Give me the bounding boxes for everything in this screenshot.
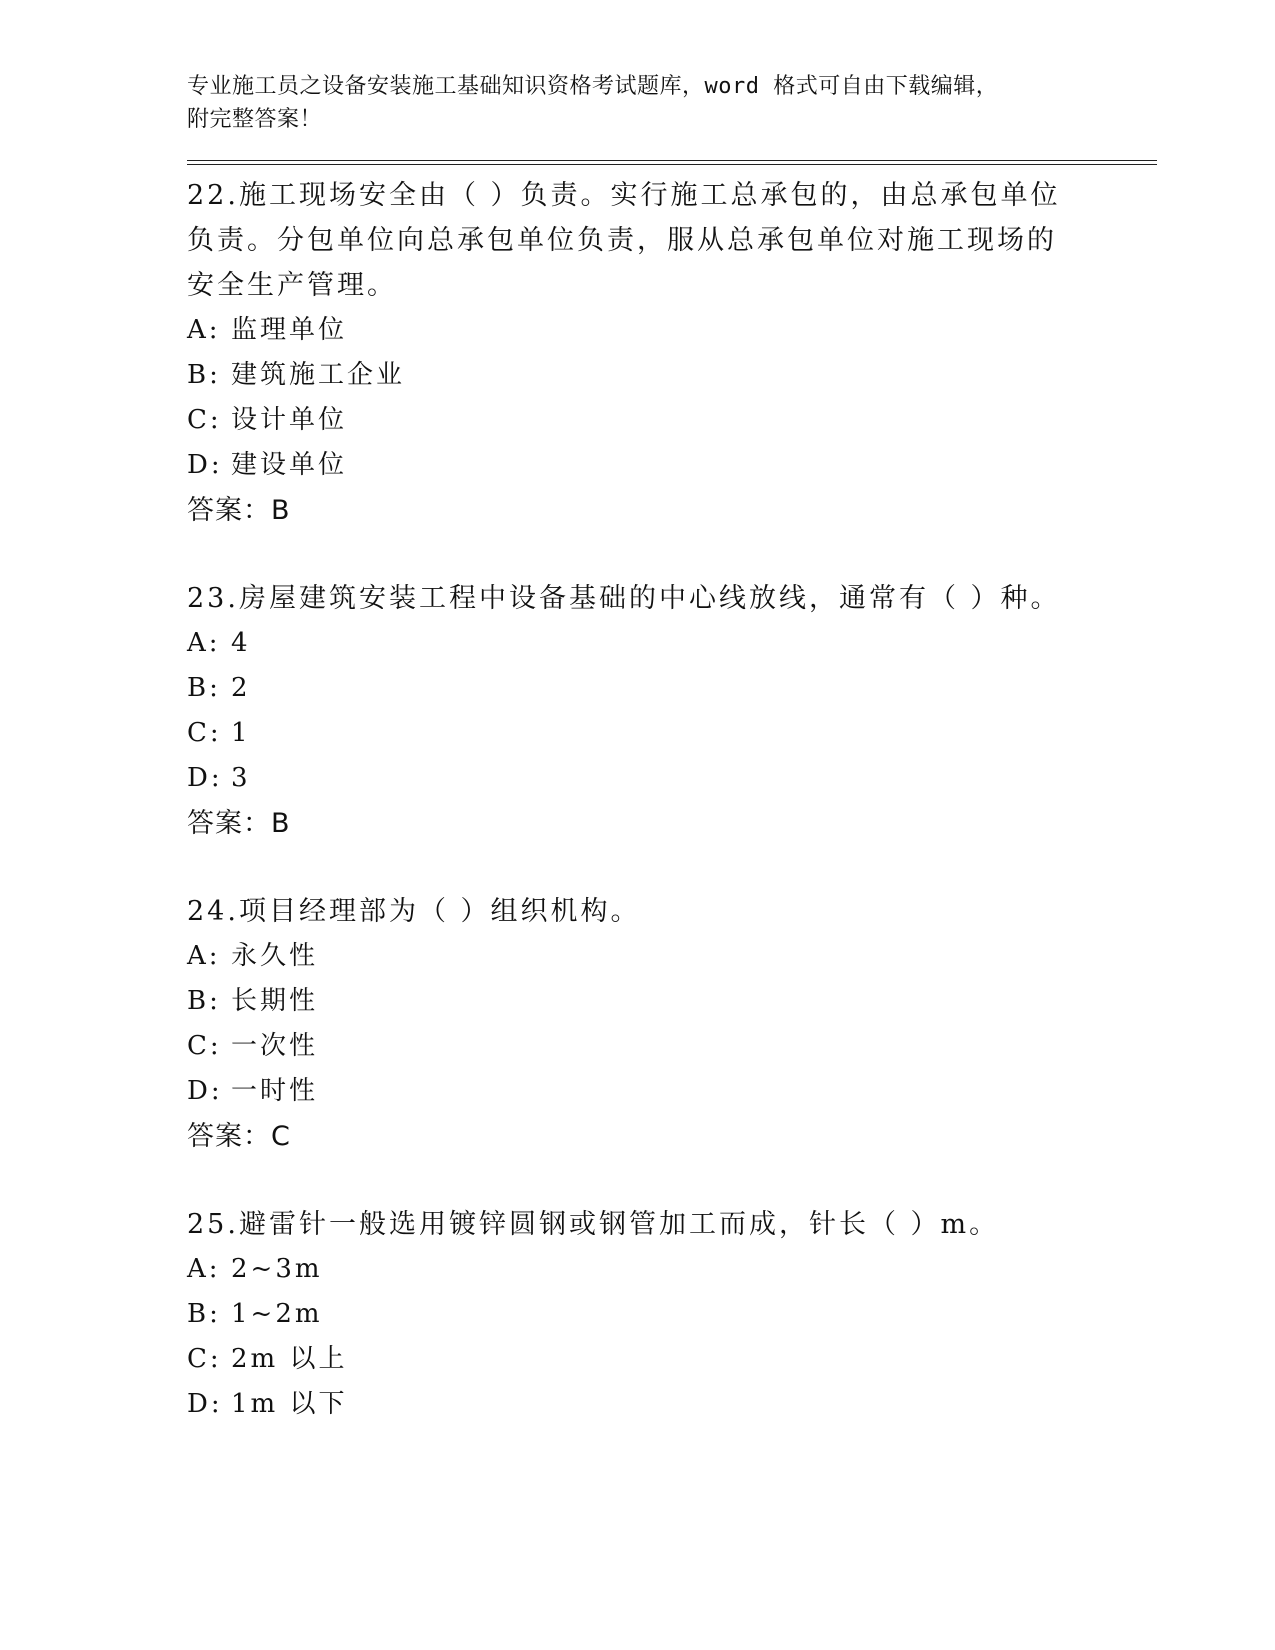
question-23: [187, 576, 1157, 846]
option-text: 1: [231, 718, 251, 748]
option-label: C:: [187, 405, 222, 435]
option-b: [187, 1292, 1157, 1337]
question-text: 25.避雷针一般选用镀锌圆钢或钢管加工而成，针长（ ）m。: [187, 1209, 1000, 1240]
option-label: A:: [187, 941, 221, 971]
header-line-2: 附完整答案！: [187, 107, 323, 132]
option-c: [187, 1337, 1157, 1382]
option-text: 建设单位: [231, 450, 348, 480]
option-text: 2m 以上: [231, 1344, 348, 1374]
option-a: [187, 621, 1157, 666]
header-line-1: 专业施工员之设备安装施工基础知识资格考试题库，word 格式可自由下载编辑，: [187, 74, 999, 99]
option-label: D:: [187, 763, 223, 793]
question-25: [187, 1202, 1157, 1427]
option-a: [187, 308, 1157, 353]
option-d: [187, 443, 1157, 488]
question-22: [187, 173, 1157, 533]
option-a: [187, 934, 1157, 979]
question-list: [187, 173, 1157, 1427]
question-text: 22.施工现场安全由（ ）负责。实行施工总承包的，由总承包单位负责。分包单位向总承包单位负责，服从总承包单位对施工现场的安全生产管理。: [187, 180, 1061, 301]
question-text: 24.项目经理部为（ ）组织机构。: [187, 896, 641, 927]
answer: 答案：B: [187, 808, 291, 839]
option-c: [187, 1024, 1157, 1069]
option-a: [187, 1247, 1157, 1292]
option-label: A:: [187, 628, 221, 658]
answer: 答案：C: [187, 1121, 291, 1152]
option-label: B:: [187, 360, 221, 390]
option-text: 1m 以下: [231, 1389, 348, 1419]
option-text: 长期性: [231, 986, 319, 1016]
option-d: [187, 1382, 1157, 1427]
option-text: 3: [231, 763, 251, 793]
option-text: 2: [231, 673, 251, 703]
answer: 答案：B: [187, 495, 291, 526]
document-page: [187, 70, 1157, 1470]
header-divider: [187, 160, 1157, 165]
option-label: A:: [187, 315, 221, 345]
option-b: [187, 666, 1157, 711]
option-label: C:: [187, 718, 222, 748]
option-label: D:: [187, 1076, 223, 1106]
option-label: B:: [187, 673, 221, 703]
option-b: [187, 979, 1157, 1024]
option-label: C:: [187, 1031, 222, 1061]
option-text: 一次性: [231, 1031, 319, 1061]
option-label: A:: [187, 1254, 221, 1284]
option-text: 监理单位: [231, 315, 348, 345]
option-d: [187, 756, 1157, 801]
question-24: [187, 889, 1157, 1159]
option-label: B:: [187, 1299, 221, 1329]
option-label: C:: [187, 1344, 222, 1374]
option-label: D:: [187, 450, 223, 480]
option-c: [187, 398, 1157, 443]
question-text: 23.房屋建筑安装工程中设备基础的中心线放线，通常有（ ）种。: [187, 583, 1061, 614]
document-header: [187, 70, 1157, 136]
option-text: 永久性: [231, 941, 319, 971]
option-text: 1~2m: [231, 1299, 323, 1329]
option-text: 一时性: [231, 1076, 319, 1106]
option-label: D:: [187, 1389, 223, 1419]
option-label: B:: [187, 986, 221, 1016]
option-text: 4: [231, 628, 251, 658]
option-text: 建筑施工企业: [231, 360, 406, 390]
option-b: [187, 353, 1157, 398]
option-text: 2~3m: [231, 1254, 323, 1284]
option-text: 设计单位: [231, 405, 348, 435]
option-c: [187, 711, 1157, 756]
option-d: [187, 1069, 1157, 1114]
